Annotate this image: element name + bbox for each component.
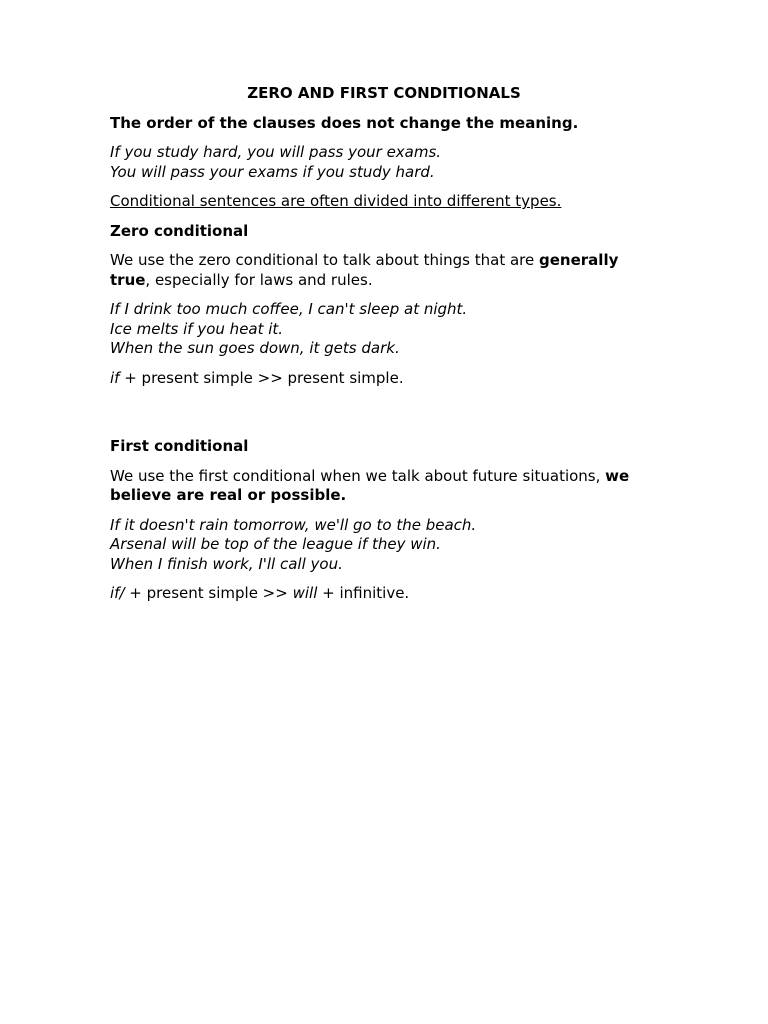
zero-conditional-examples xyxy=(110,300,658,359)
zero-formula-rest: + present simple >> present simple. xyxy=(119,368,404,387)
zero-conditional-heading: Zero conditional xyxy=(110,221,249,240)
zero-conditional-formula xyxy=(110,369,658,389)
first-conditional-examples xyxy=(110,516,658,575)
first-desc-bold: we believe are real or possible. xyxy=(110,466,630,504)
zero-example: When the sun goes down, it gets dark. xyxy=(110,339,400,357)
first-formula-mid: + present simple >> xyxy=(124,584,293,602)
document-body xyxy=(110,84,658,614)
zero-example: If I drink too much coffee, I can't sleep at night. xyxy=(110,300,468,318)
zero-example: Ice melts if you heat it. xyxy=(110,319,284,338)
first-formula-rest: + infinitive. xyxy=(317,584,410,602)
zero-desc-post: , especially for laws and rules. xyxy=(145,270,373,289)
types-note xyxy=(110,192,658,212)
intro-heading: The order of the clauses does not change the meaning. xyxy=(110,113,579,132)
section-spacer xyxy=(110,398,658,437)
first-example: When I finish work, I'll call you. xyxy=(110,554,343,573)
intro-examples xyxy=(110,143,658,182)
first-conditional-heading: First conditional xyxy=(110,437,249,455)
zero-conditional-description xyxy=(110,251,658,290)
first-conditional-formula xyxy=(110,584,658,604)
types-note-text: Conditional sentences are often divided into different types. xyxy=(110,192,562,210)
intro-example: You will pass your exams if you study hard. xyxy=(110,162,435,181)
intro-example: If you study hard, you will pass your exams. xyxy=(110,143,442,161)
zero-desc-pre: We use the zero conditional to talk about things that are xyxy=(110,251,540,269)
first-example: If it doesn't rain tomorrow, we'll go to the beach. xyxy=(110,515,477,534)
first-desc-pre: We use the first conditional when we talk about future situations, xyxy=(110,466,606,485)
first-example: Arsenal will be top of the league if they win. xyxy=(110,535,441,553)
zero-desc-bold: generally true xyxy=(110,251,619,289)
zero-formula-if: if xyxy=(110,368,120,387)
first-formula-if: if/ xyxy=(110,584,125,602)
first-conditional-description xyxy=(110,467,658,506)
first-formula-will: will xyxy=(292,584,318,602)
document-title: ZERO AND FIRST CONDITIONALS xyxy=(247,84,521,102)
